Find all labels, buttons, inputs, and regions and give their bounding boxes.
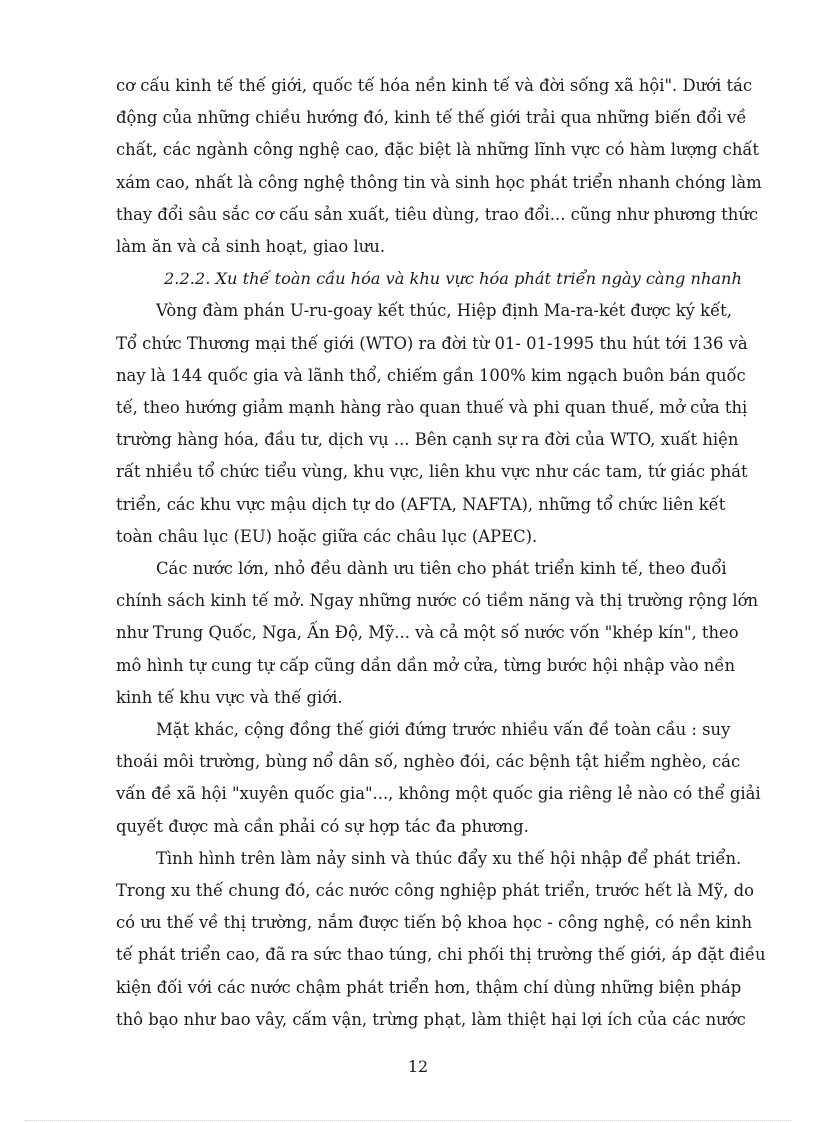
paragraph-open-economy <box>116 553 759 714</box>
text-line: Các nước lớn, nhỏ đều dành ưu tiên cho phát triển kinh tế, theo đuổi <box>156 559 727 579</box>
text-line: làm ăn và cả sinh hoạt, giao lưu. <box>116 237 386 257</box>
page-number: 12 <box>407 1057 429 1076</box>
text-line: nay là 144 quốc gia và lãnh thổ, chiếm gần 100% kim ngạch buôn bán quốc <box>116 365 746 385</box>
text-line: thô bạo như bao vây, cấm vận, trừng phạt, làm thiệt hại lợi ích của các nước <box>116 1009 746 1029</box>
text-line: kiện đối với các nước chậm phát triển hơn, thậm chí dùng những biện pháp <box>116 977 742 997</box>
text-line: quyết được mà cần phải có sự hợp tác đa phương. <box>116 816 529 836</box>
text-line: trường hàng hóa, đầu tư, dịch vụ ... Bên cạnh sự ra đời của WTO, xuất hiện <box>116 430 739 450</box>
text-line: rất nhiều tổ chức tiểu vùng, khu vực, liên khu vực như các tam, tứ giác phát <box>116 462 748 482</box>
text-line: chất, các ngành công nghệ cao, đặc biệt là những lĩnh vực có hàm lượng chất <box>116 140 760 160</box>
text-line: tế, theo hướng giảm mạnh hàng rào quan thuế và phi quan thuế, mở cửa thị <box>116 398 748 418</box>
text-line: Trong xu thế chung đó, các nước công nghiệp phát triển, trước hết là Mỹ, do <box>116 881 755 901</box>
text-line: cơ cấu kinh tế thế giới, quốc tế hóa nền kinh tế và đời sống xã hội". Dưới tác <box>116 76 753 95</box>
text-line: tế phát triển cao, đã ra sức thao túng, chi phối thị trường thế giới, áp đặt điều <box>116 945 766 965</box>
text-line: động của những chiều hướng đó, kinh tế thế giới trải qua những biến đổi về <box>116 108 747 128</box>
paragraph-continuation <box>116 70 762 263</box>
text-line: toàn châu lục (EU) hoặc giữa các châu lục (APEC). <box>116 526 538 546</box>
text-line: Mặt khác, cộng đồng thế giới đứng trước nhiều vấn đề toàn cầu : suy <box>156 720 731 740</box>
text-line: chính sách kinh tế mở. Ngay những nước có tiềm năng và thị trường rộng lớn <box>116 591 759 611</box>
text-line: mô hình tự cung tự cấp cũng dần dần mở cửa, từng bước hội nhập vào nền <box>116 655 735 675</box>
text-line: thoái môi trường, bùng nổ dân số, nghèo đói, các bệnh tật hiểm nghèo, các <box>116 752 741 772</box>
text-line: như Trung Quốc, Nga, Ấn Độ, Mỹ... và cả một số nước vốn "khép kín", theo <box>116 623 739 643</box>
text-line: xám cao, nhất là công nghệ thông tin và sinh học phát triển nhanh chóng làm <box>116 172 762 192</box>
text-line: Tình hình trên làm nảy sinh và thúc đẩy xu thế hội nhập để phát triển. <box>156 848 742 868</box>
paragraph-integration-trend <box>116 843 766 1036</box>
text-line: có ưu thế về thị trường, nắm được tiến bộ khoa học - công nghệ, có nền kinh <box>116 913 753 933</box>
paragraph-global-issues <box>116 714 761 843</box>
text-line: thay đổi sâu sắc cơ cấu sản xuất, tiêu dùng, trao đổi... cũng như phương thức <box>116 204 759 224</box>
text-line: kinh tế khu vực và thế giới. <box>116 687 343 707</box>
text-line: triển, các khu vực mậu dịch tự do (AFTA, NAFTA), những tổ chức liên kết <box>116 494 726 514</box>
page-bottom-divider <box>25 1120 791 1121</box>
page-body <box>116 70 766 1036</box>
text-line: Tổ chức Thương mại thế giới (WTO) ra đời từ 01- 01-1995 thu hút tới 136 và <box>116 333 748 353</box>
text-line: vấn đề xã hội "xuyên quốc gia"..., không một quốc gia riêng lẻ nào có thể giải <box>116 784 761 804</box>
text-line: Vòng đàm phán U-ru-goay kết thúc, Hiệp định Ma-ra-két được ký kết, <box>156 301 732 321</box>
section-heading: 2.2.2. Xu thế toàn cầu hóa và khu vực hóa phát triển ngày càng nhanh <box>164 269 742 289</box>
paragraph-wto <box>116 295 748 553</box>
